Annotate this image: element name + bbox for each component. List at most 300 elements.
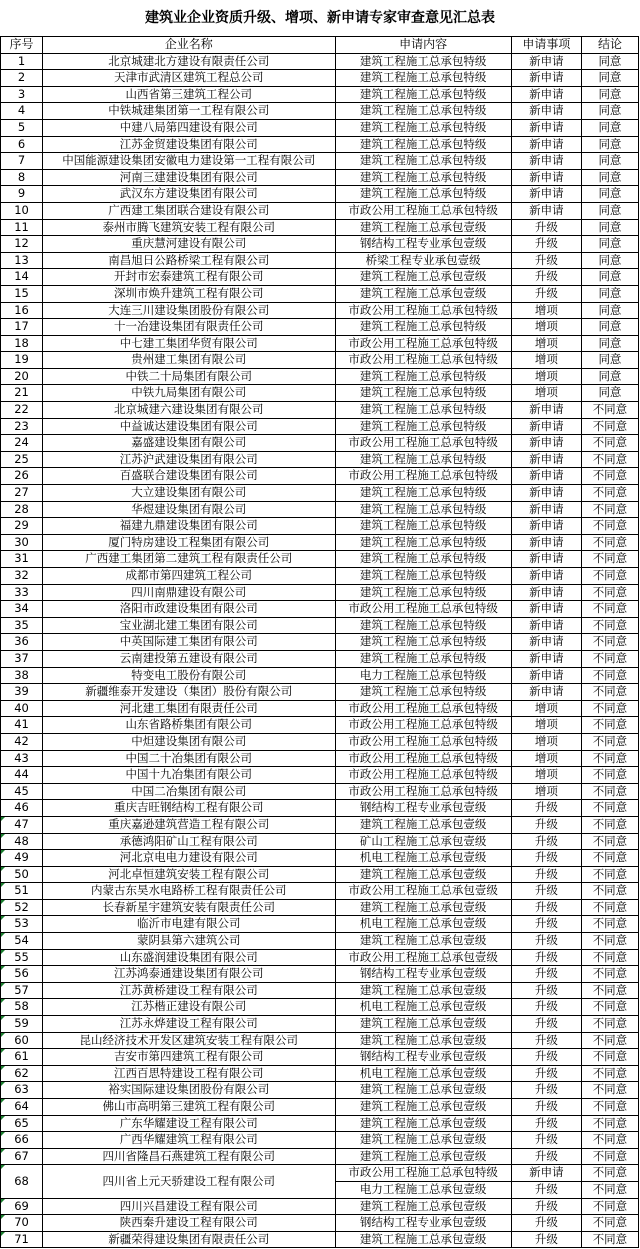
cell-serial-no: 34 <box>1 601 43 618</box>
cell-conclusion: 不同意 <box>581 601 638 618</box>
cell-conclusion: 同意 <box>581 219 638 236</box>
cell-application-item: 升级 <box>511 916 581 933</box>
cell-application-content: 建筑工程施工总承包壹级 <box>335 1032 511 1049</box>
table-row <box>1 219 639 236</box>
cell-application-item: 升级 <box>511 1148 581 1165</box>
cell-application-item: 新申请 <box>511 617 581 634</box>
cell-serial-no: 41 <box>1 717 43 734</box>
cell-application-content: 市政公用工程施工总承包特级 <box>335 733 511 750</box>
cell-conclusion: 不同意 <box>581 717 638 734</box>
cell-company-name: 中炟建设集团有限公司 <box>43 733 335 750</box>
table-row <box>1 568 639 585</box>
cell-serial-no: 30 <box>1 534 43 551</box>
cell-serial-no: 63 <box>1 1082 43 1099</box>
cell-conclusion: 不同意 <box>581 899 638 916</box>
cell-application-content: 桥梁工程专业承包壹级 <box>335 252 511 269</box>
cell-application-item: 升级 <box>511 1181 581 1198</box>
cell-serial-no: 6 <box>1 136 43 153</box>
cell-company-name: 中国十九冶集团有限公司 <box>43 767 335 784</box>
table-row <box>1 750 639 767</box>
cell-conclusion: 同意 <box>581 302 638 319</box>
table-row <box>1 650 639 667</box>
cell-company-name: 山东盛润建设集团有限公司 <box>43 949 335 966</box>
document-title: 建筑业企业资质升级、增项、新申请专家审查意见汇总表 <box>145 10 495 26</box>
cell-application-item: 升级 <box>511 1082 581 1099</box>
cell-serial-no: 27 <box>1 485 43 502</box>
cell-application-content: 市政公用工程施工总承包特级 <box>335 717 511 734</box>
cell-application-item: 新申请 <box>511 667 581 684</box>
table-row <box>1 319 639 336</box>
cell-serial-no: 36 <box>1 634 43 651</box>
table-row <box>1 1132 639 1149</box>
cell-conclusion: 不同意 <box>581 485 638 502</box>
table-row <box>1 1165 639 1182</box>
cell-company-name: 云南建投第五建设有限公司 <box>43 650 335 667</box>
cell-application-content: 建筑工程施工总承包特级 <box>335 584 511 601</box>
cell-application-item: 升级 <box>511 833 581 850</box>
cell-company-name: 新疆维泰开发建设（集团）股份有限公司 <box>43 684 335 701</box>
cell-company-name: 中英国际建工集团有限公司 <box>43 634 335 651</box>
cell-application-item: 升级 <box>511 1198 581 1215</box>
cell-company-name: 江苏金贸建设集团有限公司 <box>43 136 335 153</box>
cell-company-name: 蒙阴县第六建筑公司 <box>43 933 335 950</box>
table-row <box>1 800 639 817</box>
cell-application-content: 市政公用工程施工总承包壹级 <box>335 883 511 900</box>
cell-serial-no: 61 <box>1 1049 43 1066</box>
cell-serial-no: 60 <box>1 1032 43 1049</box>
table-row <box>1 335 639 352</box>
table-row <box>1 86 639 103</box>
cell-serial-no: 65 <box>1 1115 43 1132</box>
cell-company-name: 福建九鼎建设集团有限公司 <box>43 518 335 535</box>
cell-application-item: 新申请 <box>511 634 581 651</box>
cell-application-content: 建筑工程施工总承包特级 <box>335 169 511 186</box>
cell-serial-no: 47 <box>1 816 43 833</box>
cell-conclusion: 同意 <box>581 285 638 302</box>
cell-application-content: 建筑工程施工总承包壹级 <box>335 1016 511 1033</box>
cell-company-name: 开封市宏泰建筑工程有限公司 <box>43 269 335 286</box>
cell-company-name: 天津市武清区建筑工程总公司 <box>43 70 335 87</box>
cell-company-name: 河北京电电力建设有限公司 <box>43 850 335 867</box>
cell-company-name: 嘉盛建设集团有限公司 <box>43 435 335 452</box>
cell-application-content: 建筑工程施工总承包壹级 <box>335 816 511 833</box>
cell-conclusion: 不同意 <box>581 1049 638 1066</box>
cell-application-item: 升级 <box>511 252 581 269</box>
table-row <box>1 634 639 651</box>
cell-application-content: 建筑工程施工总承包壹级 <box>335 285 511 302</box>
cell-serial-no: 5 <box>1 119 43 136</box>
cell-company-name: 江苏鸿泰通建设集团有限公司 <box>43 966 335 983</box>
cell-conclusion: 不同意 <box>581 1181 638 1198</box>
cell-application-item: 新申请 <box>511 518 581 535</box>
table-row <box>1 700 639 717</box>
cell-company-name: 四川南鼎建设有限公司 <box>43 584 335 601</box>
cell-application-content: 机电工程施工总承包壹级 <box>335 999 511 1016</box>
table-row <box>1 368 639 385</box>
table-row <box>1 1049 639 1066</box>
cell-conclusion: 不同意 <box>581 949 638 966</box>
cell-company-name: 山东省路桥集团有限公司 <box>43 717 335 734</box>
table-row <box>1 982 639 999</box>
cell-serial-no: 38 <box>1 667 43 684</box>
cell-application-item: 升级 <box>511 966 581 983</box>
cell-company-name: 大连三川建设集团股份有限公司 <box>43 302 335 319</box>
cell-application-content: 市政公用工程施工总承包特级 <box>335 783 511 800</box>
table-row <box>1 816 639 833</box>
cell-conclusion: 不同意 <box>581 1231 638 1248</box>
cell-application-content: 建筑工程施工总承包壹级 <box>335 1099 511 1116</box>
cell-conclusion: 不同意 <box>581 1165 638 1182</box>
table-row <box>1 435 639 452</box>
table-row <box>1 1099 639 1116</box>
cell-company-name: 长春新星宇建筑安装有限责任公司 <box>43 899 335 916</box>
cell-conclusion: 不同意 <box>581 700 638 717</box>
cell-company-name: 临沂市电建有限公司 <box>43 916 335 933</box>
cell-application-content: 矿山工程施工总承包壹级 <box>335 833 511 850</box>
table-row <box>1 1016 639 1033</box>
table-row <box>1 53 639 70</box>
cell-serial-no: 57 <box>1 982 43 999</box>
cell-conclusion: 同意 <box>581 86 638 103</box>
cell-application-item: 新申请 <box>511 468 581 485</box>
cell-application-item: 升级 <box>511 1215 581 1232</box>
cell-application-item: 增项 <box>511 385 581 402</box>
cell-company-name: 北京城建六建设集团有限公司 <box>43 402 335 419</box>
cell-application-content: 市政公用工程施工总承包特级 <box>335 468 511 485</box>
cell-serial-no: 19 <box>1 352 43 369</box>
header-conclusion: 结论 <box>581 37 638 54</box>
table-row <box>1 1148 639 1165</box>
cell-application-content: 钢结构工程专业承包壹级 <box>335 1215 511 1232</box>
cell-application-item: 增项 <box>511 767 581 784</box>
cell-application-item: 新申请 <box>511 153 581 170</box>
table-row <box>1 684 639 701</box>
cell-serial-no: 3 <box>1 86 43 103</box>
cell-serial-no: 33 <box>1 584 43 601</box>
cell-application-content: 建筑工程施工总承包特级 <box>335 319 511 336</box>
cell-application-item: 增项 <box>511 335 581 352</box>
cell-application-item: 增项 <box>511 302 581 319</box>
cell-serial-no: 22 <box>1 402 43 419</box>
table-row <box>1 1032 639 1049</box>
cell-company-name: 广西建工集团联合建设有限公司 <box>43 202 335 219</box>
cell-conclusion: 同意 <box>581 236 638 253</box>
cell-company-name: 重庆嘉逊建筑营造工程有限公司 <box>43 816 335 833</box>
cell-application-item: 增项 <box>511 319 581 336</box>
cell-company-name: 江苏永烨建设工程有限公司 <box>43 1016 335 1033</box>
cell-company-name: 中益诚达建设集团有限公司 <box>43 418 335 435</box>
cell-company-name: 中国二冶集团有限公司 <box>43 783 335 800</box>
cell-application-item: 增项 <box>511 717 581 734</box>
cell-company-name: 洛阳市政建设集团有限公司 <box>43 601 335 618</box>
cell-serial-no: 17 <box>1 319 43 336</box>
cell-serial-no: 32 <box>1 568 43 585</box>
cell-conclusion: 不同意 <box>581 1032 638 1049</box>
cell-company-name: 中国二十冶集团有限公司 <box>43 750 335 767</box>
cell-serial-no: 31 <box>1 551 43 568</box>
cell-company-name: 北京城建北方建设有限责任公司 <box>43 53 335 70</box>
cell-application-item: 升级 <box>511 1016 581 1033</box>
cell-conclusion: 同意 <box>581 119 638 136</box>
cell-conclusion: 不同意 <box>581 933 638 950</box>
cell-application-item: 升级 <box>511 269 581 286</box>
cell-serial-no: 23 <box>1 418 43 435</box>
cell-application-item: 升级 <box>511 999 581 1016</box>
cell-company-name: 裕实国际建设集团股份有限公司 <box>43 1082 335 1099</box>
cell-conclusion: 同意 <box>581 136 638 153</box>
cell-application-content: 建筑工程施工总承包特级 <box>335 70 511 87</box>
cell-application-content: 建筑工程施工总承包壹级 <box>335 1082 511 1099</box>
cell-company-name: 中铁城建集团第一工程有限公司 <box>43 103 335 120</box>
cell-conclusion: 不同意 <box>581 1215 638 1232</box>
cell-company-name: 江西百思特建设工程有限公司 <box>43 1065 335 1082</box>
cell-application-item: 新申请 <box>511 601 581 618</box>
cell-application-content: 建筑工程施工总承包特级 <box>335 53 511 70</box>
cell-serial-no: 68 <box>1 1165 43 1198</box>
cell-serial-no: 39 <box>1 684 43 701</box>
cell-conclusion: 同意 <box>581 202 638 219</box>
table-row <box>1 136 639 153</box>
cell-application-item: 升级 <box>511 1231 581 1248</box>
cell-conclusion: 不同意 <box>581 684 638 701</box>
table-row <box>1 584 639 601</box>
cell-company-name: 四川省隆昌石燕建筑工程有限公司 <box>43 1148 335 1165</box>
cell-conclusion: 不同意 <box>581 1099 638 1116</box>
table-header-row <box>1 37 639 54</box>
cell-application-item: 升级 <box>511 1032 581 1049</box>
cell-application-item: 升级 <box>511 1099 581 1116</box>
cell-company-name: 贵州建工集团有限公司 <box>43 352 335 369</box>
table-row <box>1 501 639 518</box>
cell-application-content: 建筑工程施工总承包特级 <box>335 119 511 136</box>
cell-serial-no: 9 <box>1 186 43 203</box>
cell-serial-no: 46 <box>1 800 43 817</box>
header-application-content: 申请内容 <box>335 37 511 54</box>
table-row <box>1 202 639 219</box>
cell-application-content: 建筑工程施工总承包特级 <box>335 86 511 103</box>
cell-application-content: 机电工程施工总承包壹级 <box>335 1065 511 1082</box>
cell-application-content: 建筑工程施工总承包特级 <box>335 136 511 153</box>
cell-company-name: 河北建工集团有限责任公司 <box>43 700 335 717</box>
cell-application-content: 钢结构工程专业承包壹级 <box>335 236 511 253</box>
cell-application-content: 建筑工程施工总承包壹级 <box>335 1132 511 1149</box>
cell-serial-no: 49 <box>1 850 43 867</box>
cell-company-name: 重庆吉旺钢结构工程有限公司 <box>43 800 335 817</box>
cell-company-name: 广东华耀建设工程有限公司 <box>43 1115 335 1132</box>
table-row <box>1 966 639 983</box>
cell-application-content: 建筑工程施工总承包壹级 <box>335 219 511 236</box>
cell-conclusion: 同意 <box>581 103 638 120</box>
cell-application-content: 建筑工程施工总承包特级 <box>335 418 511 435</box>
cell-company-name: 特变电工股份有限公司 <box>43 667 335 684</box>
table-row <box>1 617 639 634</box>
cell-conclusion: 不同意 <box>581 1148 638 1165</box>
cell-application-content: 市政公用工程施工总承包特级 <box>335 1165 511 1182</box>
cell-conclusion: 不同意 <box>581 833 638 850</box>
cell-application-item: 升级 <box>511 800 581 817</box>
cell-company-name: 广西建工集团第二建筑工程有限责任公司 <box>43 551 335 568</box>
table-row <box>1 933 639 950</box>
cell-serial-no: 7 <box>1 153 43 170</box>
cell-application-item: 新申请 <box>511 501 581 518</box>
cell-conclusion: 不同意 <box>581 501 638 518</box>
cell-application-item: 升级 <box>511 1132 581 1149</box>
cell-conclusion: 不同意 <box>581 916 638 933</box>
cell-company-name: 内蒙古东昊水电路桥工程有限责任公司 <box>43 883 335 900</box>
cell-serial-no: 16 <box>1 302 43 319</box>
cell-application-content: 建筑工程施工总承包特级 <box>335 534 511 551</box>
cell-conclusion: 不同意 <box>581 468 638 485</box>
cell-application-content: 市政公用工程施工总承包特级 <box>335 335 511 352</box>
cell-conclusion: 不同意 <box>581 982 638 999</box>
table-row <box>1 451 639 468</box>
cell-serial-no: 59 <box>1 1016 43 1033</box>
cell-application-content: 市政公用工程施工总承包特级 <box>335 750 511 767</box>
cell-company-name: 中七建工集团华贸有限公司 <box>43 335 335 352</box>
cell-serial-no: 51 <box>1 883 43 900</box>
table-row <box>1 1215 639 1232</box>
cell-company-name: 重庆慧河建设有限公司 <box>43 236 335 253</box>
cell-conclusion: 同意 <box>581 335 638 352</box>
cell-conclusion: 同意 <box>581 70 638 87</box>
cell-serial-no: 44 <box>1 767 43 784</box>
cell-conclusion: 不同意 <box>581 551 638 568</box>
cell-application-content: 市政公用工程施工总承包特级 <box>335 352 511 369</box>
table-row <box>1 418 639 435</box>
cell-application-content: 机电工程施工总承包壹级 <box>335 916 511 933</box>
cell-conclusion: 不同意 <box>581 534 638 551</box>
cell-serial-no: 37 <box>1 650 43 667</box>
table-row <box>1 485 639 502</box>
table-row <box>1 999 639 1016</box>
cell-application-item: 升级 <box>511 982 581 999</box>
cell-serial-no: 71 <box>1 1231 43 1248</box>
cell-application-item: 升级 <box>511 1065 581 1082</box>
cell-serial-no: 58 <box>1 999 43 1016</box>
cell-company-name: 昆山经济技术开发区建筑安装工程有限公司 <box>43 1032 335 1049</box>
cell-company-name: 江苏楷正建设有限公司 <box>43 999 335 1016</box>
cell-serial-no: 42 <box>1 733 43 750</box>
cell-application-content: 建筑工程施工总承包特级 <box>335 186 511 203</box>
cell-conclusion: 不同意 <box>581 800 638 817</box>
table-row <box>1 119 639 136</box>
cell-application-item: 新申请 <box>511 136 581 153</box>
cell-serial-no: 64 <box>1 1099 43 1116</box>
table-row <box>1 385 639 402</box>
cell-application-item: 增项 <box>511 352 581 369</box>
cell-conclusion: 同意 <box>581 186 638 203</box>
cell-serial-no: 53 <box>1 916 43 933</box>
cell-application-item: 升级 <box>511 816 581 833</box>
cell-company-name: 四川兴昌建设工程有限公司 <box>43 1198 335 1215</box>
cell-serial-no: 25 <box>1 451 43 468</box>
cell-conclusion: 不同意 <box>581 568 638 585</box>
cell-conclusion: 同意 <box>581 153 638 170</box>
table-body <box>1 53 639 1248</box>
cell-serial-no: 29 <box>1 518 43 535</box>
cell-application-item: 新申请 <box>511 1165 581 1182</box>
table-row <box>1 883 639 900</box>
cell-application-content: 市政公用工程施工总承包特级 <box>335 202 511 219</box>
cell-application-item: 新申请 <box>511 684 581 701</box>
cell-application-content: 市政公用工程施工总承包特级 <box>335 767 511 784</box>
cell-company-name: 陕西秦升建设工程有限公司 <box>43 1215 335 1232</box>
cell-company-name: 佛山市高明第三建筑工程有限公司 <box>43 1099 335 1116</box>
cell-application-item: 新申请 <box>511 418 581 435</box>
cell-serial-no: 12 <box>1 236 43 253</box>
cell-application-item: 新申请 <box>511 534 581 551</box>
cell-application-item: 升级 <box>511 933 581 950</box>
cell-application-item: 升级 <box>511 285 581 302</box>
cell-serial-no: 24 <box>1 435 43 452</box>
cell-application-content: 建筑工程施工总承包壹级 <box>335 866 511 883</box>
cell-application-item: 新申请 <box>511 650 581 667</box>
cell-conclusion: 不同意 <box>581 966 638 983</box>
cell-conclusion: 不同意 <box>581 1065 638 1082</box>
table-row <box>1 103 639 120</box>
cell-serial-no: 14 <box>1 269 43 286</box>
cell-application-content: 建筑工程施工总承包特级 <box>335 617 511 634</box>
cell-company-name: 广西华耀建筑工程有限公司 <box>43 1132 335 1149</box>
cell-application-content: 建筑工程施工总承包特级 <box>335 568 511 585</box>
cell-application-item: 新申请 <box>511 584 581 601</box>
cell-company-name: 山西省第三建筑工程公司 <box>43 86 335 103</box>
cell-serial-no: 45 <box>1 783 43 800</box>
cell-company-name: 华煜建设集团有限公司 <box>43 501 335 518</box>
table-row <box>1 551 639 568</box>
cell-serial-no: 66 <box>1 1132 43 1149</box>
table-row <box>1 468 639 485</box>
cell-conclusion: 同意 <box>581 252 638 269</box>
cell-application-content: 建筑工程施工总承包壹级 <box>335 1115 511 1132</box>
cell-application-content: 建筑工程施工总承包壹级 <box>335 933 511 950</box>
cell-application-item: 增项 <box>511 733 581 750</box>
cell-serial-no: 70 <box>1 1215 43 1232</box>
cell-conclusion: 不同意 <box>581 999 638 1016</box>
cell-application-content: 钢结构工程专业承包壹级 <box>335 800 511 817</box>
cell-conclusion: 不同意 <box>581 1132 638 1149</box>
cell-application-content: 电力工程施工总承包特级 <box>335 667 511 684</box>
cell-application-item: 升级 <box>511 866 581 883</box>
cell-conclusion: 不同意 <box>581 667 638 684</box>
cell-application-content: 建筑工程施工总承包特级 <box>335 402 511 419</box>
cell-conclusion: 不同意 <box>581 634 638 651</box>
table-row <box>1 252 639 269</box>
table-row <box>1 949 639 966</box>
cell-application-content: 市政公用工程施工总承包特级 <box>335 700 511 717</box>
cell-application-content: 建筑工程施工总承包特级 <box>335 103 511 120</box>
cell-application-item: 升级 <box>511 883 581 900</box>
cell-serial-no: 43 <box>1 750 43 767</box>
cell-company-name: 大立建设集团有限公司 <box>43 485 335 502</box>
cell-company-name: 新疆荣得建设集团有限责任公司 <box>43 1231 335 1248</box>
table-row <box>1 1082 639 1099</box>
cell-serial-no: 26 <box>1 468 43 485</box>
table-row <box>1 899 639 916</box>
cell-conclusion: 同意 <box>581 319 638 336</box>
cell-serial-no: 4 <box>1 103 43 120</box>
cell-conclusion: 同意 <box>581 53 638 70</box>
cell-application-content: 建筑工程施工总承包壹级 <box>335 269 511 286</box>
table-row <box>1 767 639 784</box>
cell-application-content: 市政公用工程施工总承包特级 <box>335 302 511 319</box>
cell-application-content: 建筑工程施工总承包壹级 <box>335 982 511 999</box>
cell-serial-no: 69 <box>1 1198 43 1215</box>
cell-application-item: 新申请 <box>511 568 581 585</box>
cell-company-name: 吉安市第四建筑工程有限公司 <box>43 1049 335 1066</box>
table-row <box>1 850 639 867</box>
cell-application-content: 建筑工程施工总承包特级 <box>335 485 511 502</box>
